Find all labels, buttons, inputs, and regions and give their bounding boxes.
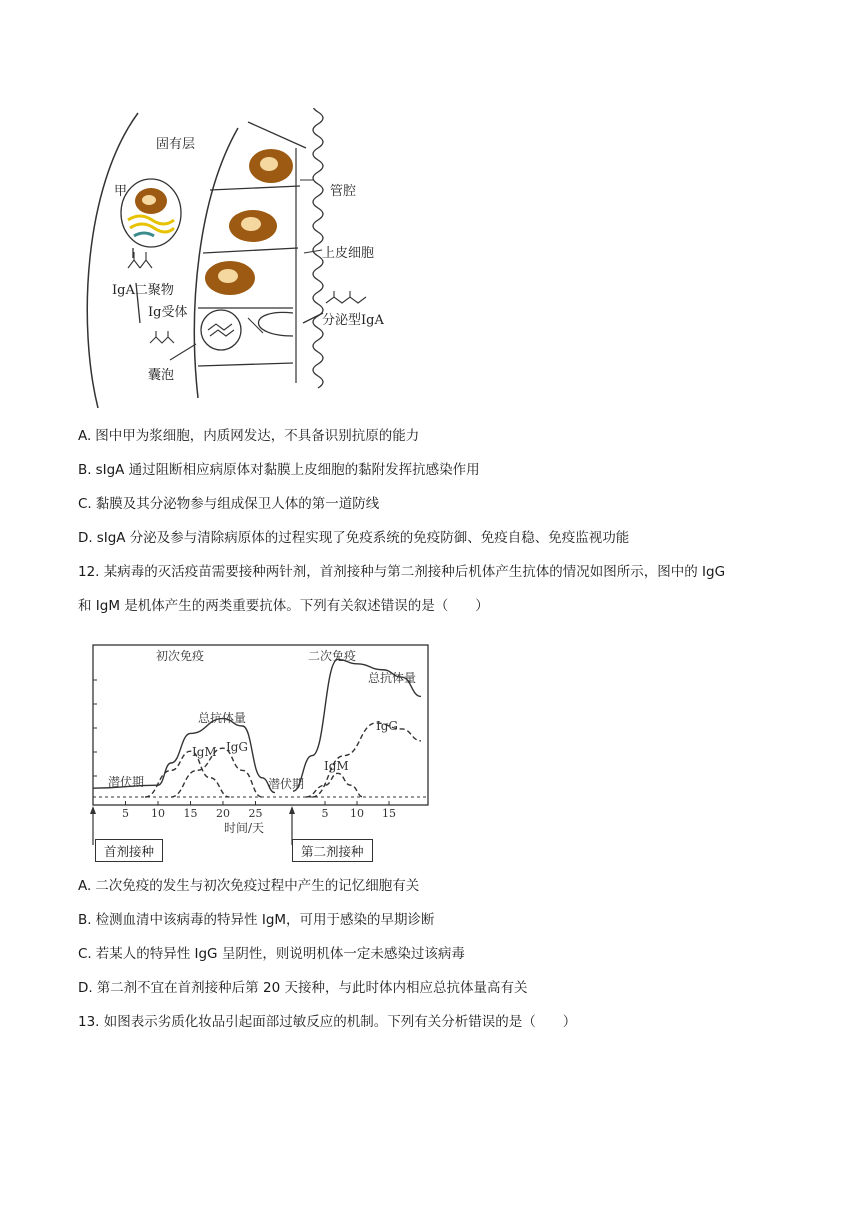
q13-stem: 13. 如图表示劣质化妆品引起面部过敏反应的机制。下列有关分析错误的是（ ） [78,1014,577,1030]
annotation-total-1: 总抗体量 [198,711,247,725]
x-axis-ticks [122,801,396,820]
q11-option-b[interactable]: B. sIgA 通过阻断相应病原体对黏膜上皮细胞的黏附发挥抗感染作用 [78,462,480,478]
label-lamina: 固有层 [156,137,196,152]
x-tick-label: 5 [122,807,129,820]
series-igm-phase2 [306,773,364,797]
annotation-igm-1: IgM [192,745,217,759]
q12-stem-line1: 12. 某病毒的灭活疫苗需要接种两针剂，首剂接种与第二剂接种后机体产生抗体的情况如图所示，图中的 IgG [78,564,726,580]
label-lumen: 管腔 [330,184,357,199]
q11-option-a[interactable]: A. 图中甲为浆细胞，内质网发达，不具备识别抗原的能力 [78,428,420,444]
q12-option-a[interactable]: A. 二次免疫的发生与初次免疫过程中产生的记忆细胞有关 [78,878,420,894]
x-tick-label: 5 [321,807,329,820]
second-dose-label: 第二剂接种 [292,839,373,862]
label-ig-receptor: Ig受体 [148,305,188,320]
series-igm-phase1 [145,751,230,797]
chart-x-label: 时间/天 [224,821,265,835]
x-tick-label: 20 [216,807,230,820]
label-epithelial-cell: 上皮细胞 [322,246,375,261]
chart-title-primary: 初次免疫 [156,649,205,663]
q12-option-b[interactable]: B. 检测血清中该病毒的特异性 IgM，可用于感染的早期诊断 [78,912,435,928]
label-iga-dimer: IgA二聚物 [112,283,174,298]
x-tick-label: 10 [151,807,165,820]
q11-option-c[interactable]: C. 黏膜及其分泌物参与组成保卫人体的第一道防线 [78,496,380,512]
label-vesicle: 囊泡 [148,368,175,383]
antibody-response-chart [88,640,438,860]
x-tick-label: 15 [382,807,396,820]
annotation-igg-2: IgG [376,719,399,733]
annotation-latent-2: 潜伏期 [268,777,305,791]
annotation-igm-2: IgM [324,759,349,773]
annotation-latent-1: 潜伏期 [108,775,145,789]
chart-title-secondary: 二次免疫 [308,649,357,663]
first-dose-label: 首剂接种 [95,839,163,862]
x-tick-label: 25 [248,807,263,820]
annotation-total-2: 总抗体量 [368,671,417,685]
label-jia: 甲 [114,184,128,199]
q12-stem-line2: 和 IgM 是机体产生的两类重要抗体。下列有关叙述错误的是（ ） [78,598,489,614]
q12-option-d[interactable]: D. 第二剂不宜在首剂接种后第 20 天接种，与此时体内相应总抗体量高有关 [78,980,528,996]
x-tick-label: 15 [183,807,198,820]
annotation-igg-1: IgG [226,740,249,754]
q12-option-c[interactable]: C. 若某人的特异性 IgG 呈阴性，则说明机体一定未感染过该病毒 [78,946,465,962]
label-secretory-iga: 分泌型IgA [322,313,384,328]
q11-option-d[interactable]: D. sIgA 分泌及参与清除病原体的过程实现了免疫系统的免疫防御、免疫自稳、免疫监视功能 [78,530,630,546]
x-tick-label: 10 [350,807,364,820]
